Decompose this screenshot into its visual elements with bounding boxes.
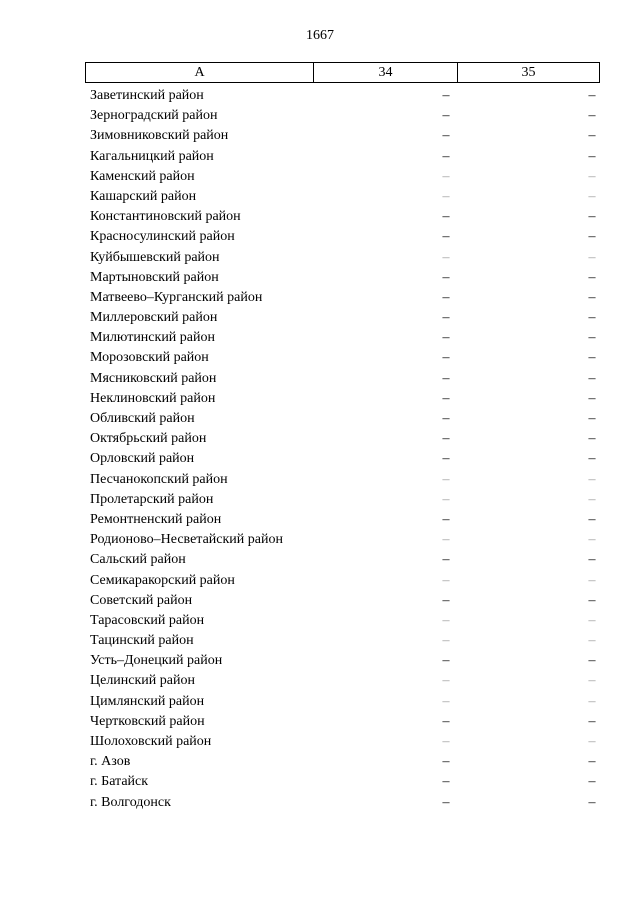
header-col-a: А — [86, 63, 314, 82]
row-value-35: – — [588, 653, 596, 669]
table-row — [0, 409, 640, 429]
table-row — [0, 591, 640, 611]
row-value-35: – — [588, 592, 596, 608]
row-value-34: – — [442, 249, 450, 265]
row-value-34: – — [442, 633, 450, 649]
row-value-34: – — [442, 88, 450, 103]
row-name: Цимлянский район — [90, 693, 205, 709]
row-value-34: – — [442, 148, 450, 164]
table-row — [0, 106, 640, 126]
row-name: г. Азов — [90, 754, 131, 770]
row-name: Милютинский район — [90, 330, 216, 346]
row-name: Кашарский район — [90, 188, 197, 204]
row-name: Куйбышевский район — [90, 249, 220, 265]
row-value-35: – — [588, 572, 596, 588]
row-name: Тарасовский район — [90, 612, 205, 628]
row-value-35: – — [588, 451, 596, 467]
row-name: Усть–Донецкий район — [90, 653, 223, 669]
row-value-35: – — [588, 128, 596, 144]
row-value-34: – — [442, 390, 450, 406]
row-name: Кагальницкий район — [90, 148, 214, 164]
row-value-35: – — [588, 229, 596, 245]
row-value-35: – — [588, 370, 596, 386]
row-value-34: – — [442, 511, 450, 527]
row-value-35: – — [588, 330, 596, 346]
table-row — [0, 611, 640, 631]
table-row — [0, 126, 640, 146]
table-row — [0, 288, 640, 308]
row-name: Зерноградский район — [90, 108, 218, 124]
row-value-34: – — [442, 794, 450, 810]
row-value-34: – — [442, 289, 450, 305]
row-value-34: – — [442, 572, 450, 588]
row-value-35: – — [588, 411, 596, 426]
row-name: Пролетарский район — [90, 491, 214, 507]
row-value-34: – — [442, 168, 450, 184]
row-value-35: – — [588, 471, 596, 487]
row-value-35: – — [588, 734, 596, 749]
table-row — [0, 712, 640, 732]
row-value-35: – — [588, 108, 596, 124]
row-value-35: – — [588, 188, 596, 204]
table-row — [0, 772, 640, 792]
row-value-34: – — [442, 229, 450, 245]
row-value-35: – — [588, 633, 596, 649]
row-value-34: – — [442, 310, 450, 326]
row-name: г. Батайск — [90, 774, 149, 790]
row-value-35: – — [588, 209, 596, 225]
row-name: Орловский район — [90, 451, 195, 467]
table-row — [0, 752, 640, 772]
row-name: Ремонтненский район — [90, 511, 222, 527]
row-value-35: – — [588, 269, 596, 285]
table-row — [0, 732, 640, 752]
row-value-34: – — [442, 612, 450, 628]
row-value-34: – — [442, 552, 450, 568]
row-value-34: – — [442, 330, 450, 346]
row-value-35: – — [588, 289, 596, 305]
row-value-35: – — [588, 713, 596, 729]
row-value-35: – — [588, 88, 596, 103]
row-value-34: – — [442, 754, 450, 770]
row-value-35: – — [588, 148, 596, 164]
table-row — [0, 793, 640, 813]
row-value-35: – — [588, 491, 596, 507]
row-value-35: – — [588, 673, 596, 689]
row-value-35: – — [588, 532, 596, 548]
table-row — [0, 550, 640, 570]
table-row — [0, 268, 640, 288]
row-name: Тацинский район — [90, 633, 194, 649]
row-value-35: – — [588, 552, 596, 568]
row-name: Миллеровский район — [90, 310, 218, 326]
row-value-34: – — [442, 128, 450, 144]
row-value-34: – — [442, 350, 450, 366]
row-value-34: – — [442, 734, 450, 749]
table-row — [0, 369, 640, 389]
row-value-34: – — [442, 471, 450, 487]
row-value-34: – — [442, 108, 450, 124]
row-value-34: – — [442, 532, 450, 548]
table-row — [0, 651, 640, 671]
table-row — [0, 248, 640, 268]
row-name: Заветинский район — [90, 88, 204, 103]
table-row — [0, 571, 640, 591]
row-value-35: – — [588, 794, 596, 810]
row-name: Каменский район — [90, 168, 195, 184]
table-row — [0, 671, 640, 691]
row-name: Октябрьский район — [90, 431, 207, 447]
row-value-35: – — [588, 511, 596, 527]
table-row — [0, 187, 640, 207]
row-name: Морозовский район — [90, 350, 209, 366]
row-value-34: – — [442, 774, 450, 790]
row-name: Советский район — [90, 592, 193, 608]
table-row — [0, 692, 640, 712]
row-name: Мясниковский район — [90, 370, 217, 386]
row-value-34: – — [442, 693, 450, 709]
table-row — [0, 227, 640, 247]
table-row — [0, 147, 640, 167]
page-number: 1667 — [306, 28, 334, 43]
row-value-34: – — [442, 370, 450, 386]
table-row — [0, 207, 640, 227]
table-row — [0, 449, 640, 469]
row-value-35: – — [588, 168, 596, 184]
row-value-34: – — [442, 491, 450, 507]
table-row — [0, 308, 640, 328]
row-value-34: – — [442, 269, 450, 285]
row-name: Красносулинский район — [90, 229, 235, 245]
table-row — [0, 348, 640, 368]
table-row — [0, 328, 640, 348]
table-row — [0, 510, 640, 530]
table-row — [0, 631, 640, 651]
row-value-35: – — [588, 612, 596, 628]
row-name: Родионово–Несветайский район — [90, 532, 283, 548]
table-header — [85, 62, 600, 83]
table-row — [0, 389, 640, 409]
row-name: Сальский район — [90, 552, 186, 568]
table-row — [0, 167, 640, 187]
row-value-34: – — [442, 209, 450, 225]
row-name: Чертковский район — [90, 713, 205, 729]
row-value-35: – — [588, 431, 596, 447]
row-value-34: – — [442, 431, 450, 447]
row-value-35: – — [588, 693, 596, 709]
row-name: Песчанокопский район — [90, 471, 228, 487]
row-name: Семикаракорский район — [90, 572, 235, 588]
row-value-35: – — [588, 754, 596, 770]
table-row — [0, 490, 640, 510]
header-col-35: 35 — [521, 64, 536, 80]
row-value-35: – — [588, 774, 596, 790]
row-value-35: – — [588, 350, 596, 366]
row-name: Матвеево–Курганский район — [90, 289, 263, 305]
header-col-34: 34 — [314, 63, 458, 82]
row-value-34: – — [442, 188, 450, 204]
row-value-35: – — [588, 390, 596, 406]
table-body — [0, 86, 640, 813]
row-value-34: – — [442, 411, 450, 426]
table-row — [0, 429, 640, 449]
row-value-35: – — [588, 310, 596, 326]
row-value-34: – — [442, 451, 450, 467]
row-name: Зимовниковский район — [90, 128, 229, 144]
row-name: Обливский район — [90, 411, 195, 426]
row-value-34: – — [442, 653, 450, 669]
table-row — [0, 470, 640, 490]
row-name: Шолоховский район — [90, 734, 212, 749]
row-name: Мартыновский район — [90, 269, 219, 285]
row-value-34: – — [442, 592, 450, 608]
row-value-34: – — [442, 673, 450, 689]
row-name: г. Волгодонск — [90, 794, 171, 810]
table-row — [0, 86, 640, 106]
row-value-34: – — [442, 713, 450, 729]
row-value-35: – — [588, 249, 596, 265]
table-row — [0, 530, 640, 550]
row-name: Целинский район — [90, 673, 195, 689]
row-name: Неклиновский район — [90, 390, 216, 406]
row-name: Константиновский район — [90, 209, 241, 225]
